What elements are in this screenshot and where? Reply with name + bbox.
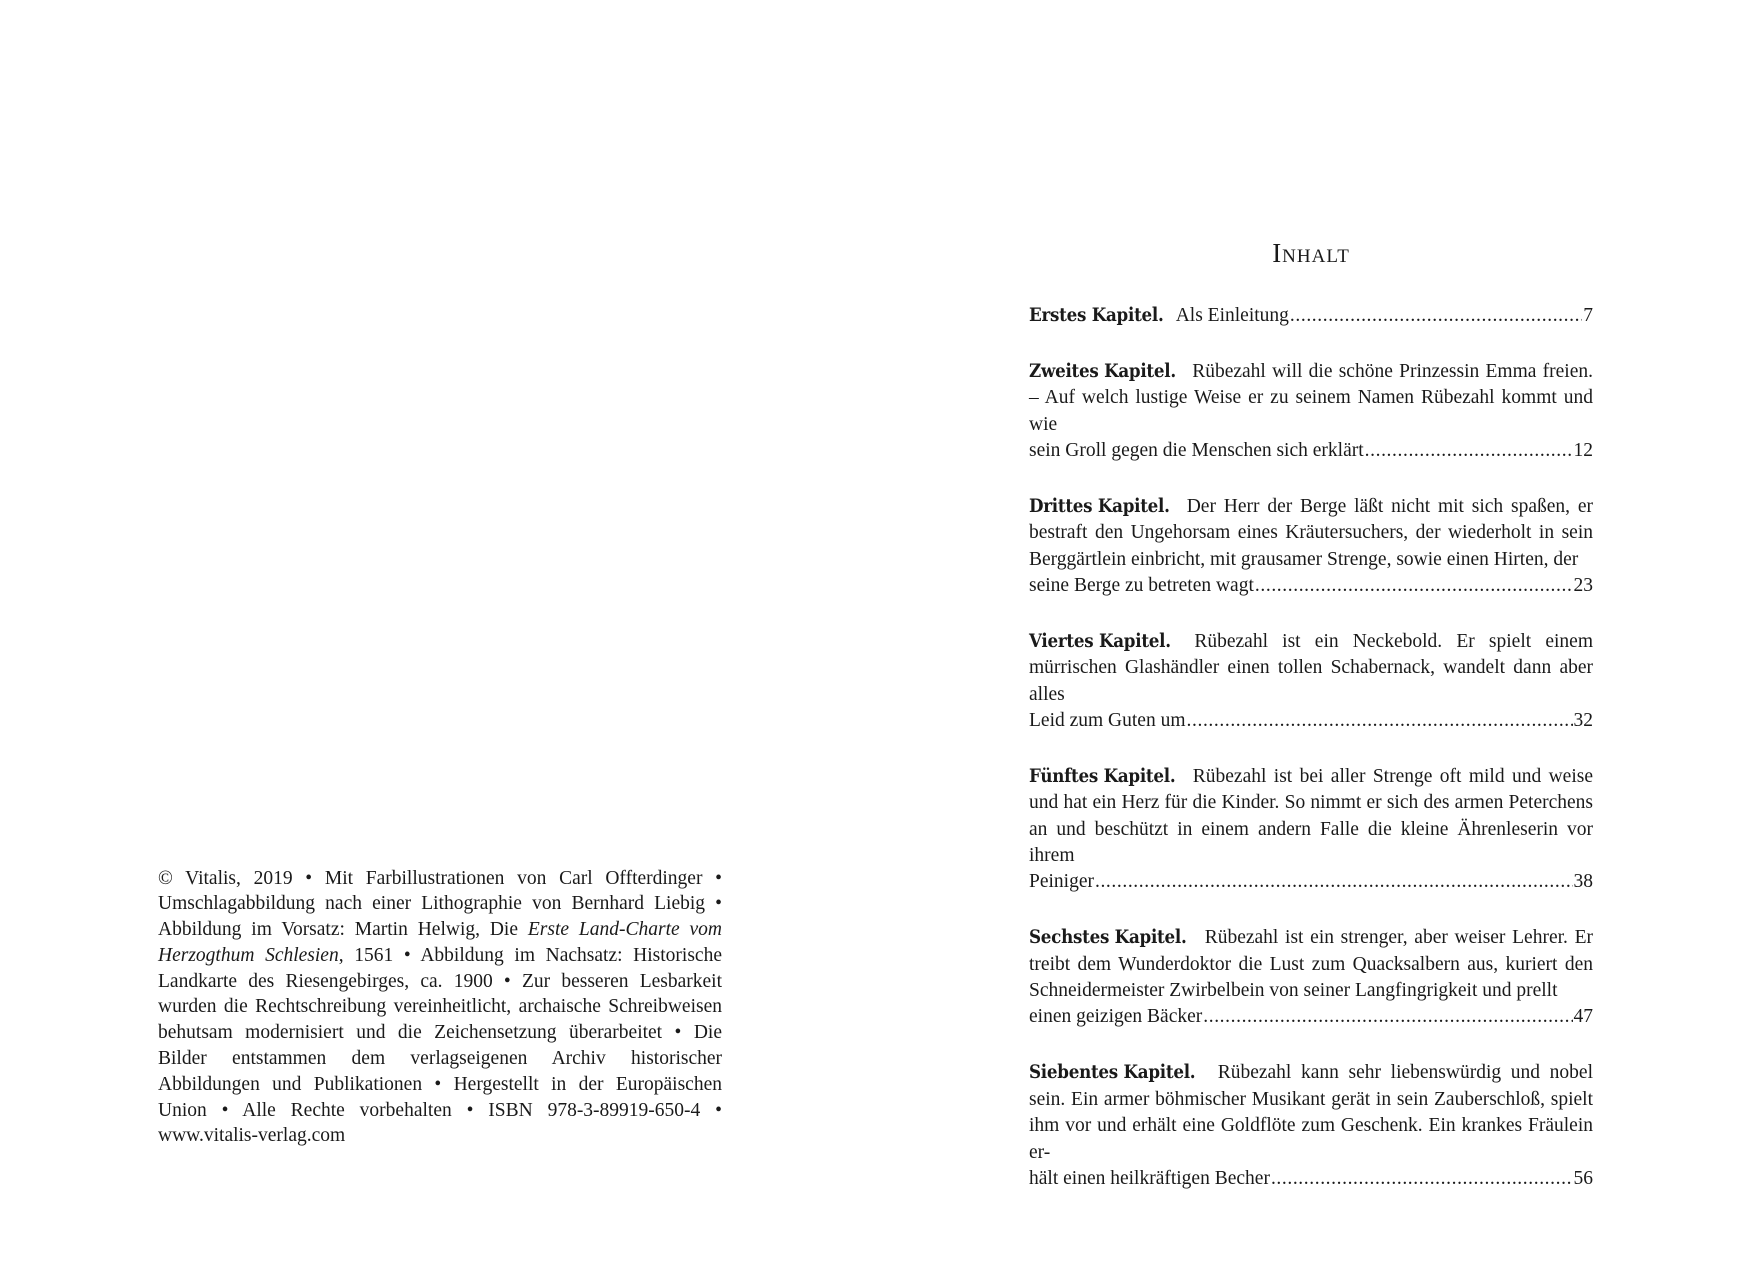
chapter-summary: Der Herr der Berge läßt nicht mit sich spaßen, er bestraft den Ungehorsam eines Kräutersuchers, der wiederholt in sein Berggärtlein einbricht, mit grausamer Strenge, sowie einen Hirten, der [1029, 495, 1593, 570]
toc-entry-2[interactable] [1029, 358, 1593, 465]
page-number: 47 [1573, 1006, 1593, 1028]
toc-entry-3[interactable] [1029, 493, 1593, 600]
chapter-label: Siebentes Kapitel. [1029, 1061, 1196, 1084]
dot-leader [1255, 573, 1573, 599]
chapter-label: Fünftes Kapitel. [1029, 764, 1176, 787]
chapter-label: Viertes Kapitel. [1029, 629, 1171, 652]
imprint-part-1: © Vitalis, 2019 • Mit Farbillustrationen von Carl Offterdinger • Umschlagabbildung nach einer Lithographie von Bernhard Liebig • Abbildung im Vorsatz: Martin Helwig, Die [158, 867, 722, 941]
dot-leader [1095, 869, 1573, 895]
table-of-contents [1029, 302, 1593, 1192]
chapter-summary: Rübezahl ist ein strenger, aber weiser Lehrer. Er treibt dem Wunderdoktor die Lust zum Quacksalbern aus, kuriert den Schneidermeister Zwirbelbein von seiner Langfingrigkeit und prellt [1029, 927, 1593, 1002]
imprint-map-title: Erste Land-Charte vom Herzogthum Schlesien [158, 919, 722, 966]
toc-entry-4[interactable] [1029, 628, 1593, 735]
page-number: 12 [1573, 440, 1593, 462]
chapter-summary-end: seine Berge zu betreten wagt [1029, 575, 1254, 597]
dot-leader [1271, 1166, 1573, 1192]
page-number: 56 [1573, 1167, 1593, 1189]
chapter-summary-end: hält einen heilkräftigen Becher [1029, 1167, 1270, 1189]
chapter-label: Zweites Kapitel. [1029, 359, 1176, 382]
imprint-text [158, 866, 722, 1150]
chapter-summary: Rübezahl ist bei aller Strenge oft mild und weise und hat ein Herz für die Kinder. So nimmt er sich des armen Peterchens an und beschützt in einem andern Falle die kleine Ährenleserin vor ihrem [1029, 765, 1594, 867]
dot-leader [1187, 708, 1573, 734]
toc-entry-5[interactable] [1029, 763, 1593, 896]
chapter-summary: Rübezahl ist ein Neckebold. Er spielt einem mürrischen Glashändler einen tollen Schabernack, wandelt dann aber alles [1029, 630, 1594, 705]
page-number: 38 [1573, 871, 1593, 893]
chapter-summary-end: einen geizigen Bäcker [1029, 1006, 1203, 1028]
chapter-summary-end: sein Groll gegen die Menschen sich erklärt [1029, 440, 1364, 462]
chapter-label: Drittes Kapitel. [1029, 494, 1170, 517]
dot-leader [1290, 303, 1582, 329]
chapter-summary-end: Leid zum Guten um [1029, 710, 1186, 732]
toc-entry-6[interactable] [1029, 924, 1593, 1031]
chapter-summary: Rübezahl kann sehr liebenswürdig und nobel sein. Ein armer böhmischer Musikant gerät in sein Zauberschloß, spielt ihm vor und erhält eine Goldflöte zum Geschenk. Ein krankes Fräulein er- [1029, 1062, 1593, 1163]
chapter-label: Erstes Kapitel. [1029, 304, 1164, 326]
toc-title: Inhalt [1272, 238, 1350, 268]
toc-entry-1[interactable] [1029, 302, 1593, 329]
chapter-summary: Rübezahl will die schöne Prinzessin Emma freien. – Auf welch lustige Weise er zu seinem Namen Rübezahl kommt und wie [1029, 360, 1593, 435]
page-number: 32 [1573, 710, 1593, 732]
right-page [871, 0, 1742, 1264]
chapter-summary-end: Als Einleitung [1175, 305, 1289, 326]
toc-entry-7[interactable] [1029, 1059, 1593, 1192]
dot-leader [1365, 438, 1573, 464]
page-number: 7 [1583, 305, 1593, 326]
dot-leader [1203, 1004, 1572, 1030]
page-number: 23 [1573, 575, 1593, 597]
chapter-label: Sechstes Kapitel. [1029, 926, 1187, 949]
imprint-part-2: , 1561 • Abbildung im Nachsatz: Historische Landkarte des Riesengebirges, ca. 1900 • Zur besseren Lesbarkeit wurden die Rechtschreibung vereinheitlicht, archaische Schreibweisen behutsam modernisiert und die Zeichensetzung überarbeitet • Die Bilder entstammen dem verlagseigenen Archiv historischer Abbildungen und Publikationen • Hergestellt in der Europäischen Union • Alle Rechte vorbehalten • ISBN 978-3-89919-650-4 • www.vitalis-verlag.com [158, 944, 722, 1147]
chapter-summary-end: Peiniger [1029, 871, 1094, 893]
